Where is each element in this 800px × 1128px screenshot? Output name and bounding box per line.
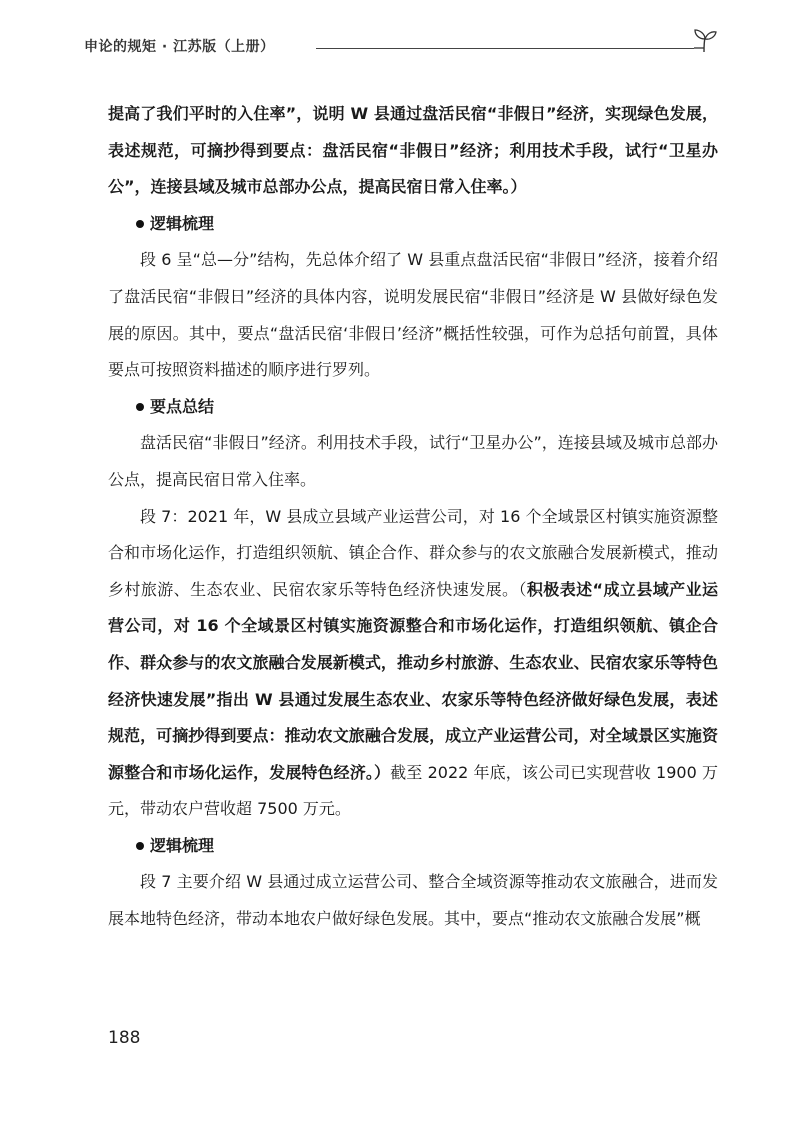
header-rule [316,48,694,49]
heading-label: 要点总结 [150,396,215,416]
paragraph-7-annotation: 积极表述“成立县域产业运营公司，对 16 个全域景区村镇实施资源整合和市场化运作，打造组织领航、镇企合作、群众参与的农文旅融合发展新模式，推动乡村旅游、生态农业、民宿农家乐等特色经济快速发展”指出 W 县通过发展生态农业、农家乐等特色经济做好绿色发展，表述规范，可摘抄得到要点：推动农文旅融合发展，成立产业运营公司，对全域景区实施资源整合和市场化运作，发展特色经济。） [108,579,718,782]
paragraph-logic-6: 段 6 呈“总—分”结构，先总体介绍了 W 县重点盘活民宿“非假日”经济，接着介绍了盘活民宿“非假日”经济的具体内容，说明发展民宿“非假日”经济是 W 县做好绿色发展的原因。其中，要点“盘活民宿‘非假日’经济”概括性较强，可作为总括句前置，具体要点可按照资料描述的顺序进行罗列。 [108,250,718,380]
section-heading-logic [108,206,718,243]
paragraph-logic-7: 段 7 主要介绍 W 县通过成立运营公司、整合全域资源等推动农文旅融合，进而发展本地特色经济，带动本地农户做好绿色发展。其中，要点“推动农文旅融合发展”概 [108,872,718,929]
section-heading-logic-2 [108,828,718,865]
heading-label: 逻辑梳理 [150,213,215,233]
bullet-icon [136,220,144,228]
body-text [108,96,718,938]
header-title: 申论的规矩 · 江苏版（上册） [84,39,275,55]
paragraph-7-source: 段 7：2021 年，W 县成立县域产业运营公司，对 16 个全域景区村镇实施资源整合和市场化运作，打造组织领航、镇企合作、群众参与的农文旅融合发展新模式，推动乡村旅游、生态农业、民宿农家乐等特色经济快速发展。（ [108,506,718,599]
paragraph-7-tail: 截至 2022 年底，该公司已实现营收 1900 万元，带动农户营收超 7500 万元。 [108,762,718,819]
sprout-icon [690,26,718,54]
bullet-icon [136,842,144,850]
paragraph-7 [108,499,718,828]
running-header [84,30,724,60]
paragraph-continuation: 提高了我们平时的入住率”，说明 W 县通过盘活民宿“非假日”经济，实现绿色发展，表述规范，可摘抄得到要点：盘活民宿“非假日”经济；利用技术手段，试行“卫星办公”，连接县域及城市总部办公点，提高民宿日常入住率。） [108,104,718,197]
section-heading-summary [108,389,718,426]
paragraph-summary: 盘活民宿“非假日”经济。利用技术手段，试行“卫星办公”，连接县域及城市总部办公点，提高民宿日常入住率。 [108,433,718,489]
bullet-icon [136,403,144,411]
heading-label: 逻辑梳理 [150,835,215,855]
page-number: 188 [108,1028,141,1048]
